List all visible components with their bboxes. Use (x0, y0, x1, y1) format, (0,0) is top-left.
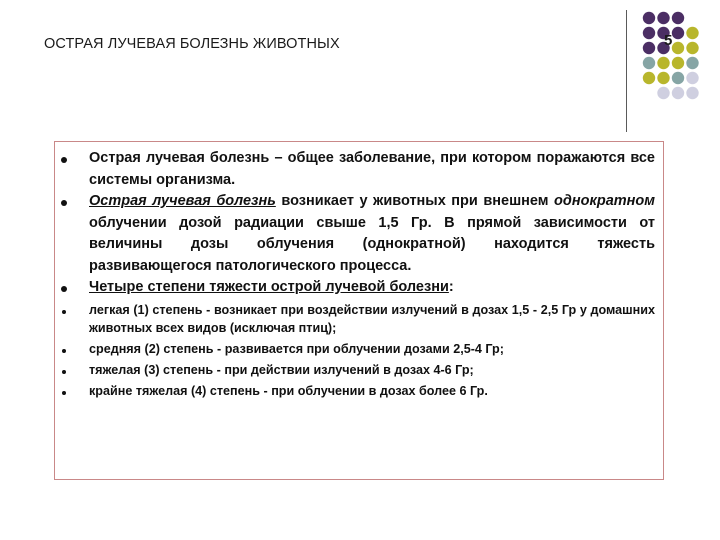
decorative-dot (672, 57, 684, 69)
degree-3-text: тяжелая (3) степень - при действии излучений в дозах 4-6 Гр; (89, 363, 474, 377)
content-box (54, 141, 664, 480)
definition-text: Острая лучевая болезнь – общее заболевание, при котором поражаются все системы организма. (89, 150, 655, 188)
decorative-dot (643, 27, 655, 39)
decorative-dot (686, 87, 698, 99)
decorative-dot (643, 72, 655, 84)
degrees-heading: Четыре степени тяжести острой лучевой болезни: (89, 279, 454, 295)
bullet-icon (61, 157, 67, 163)
decorative-dot (686, 42, 698, 54)
degree-2-text: средняя (2) степень - развивается при облучении дозами 2,5-4 Гр; (89, 342, 504, 356)
decorative-dot (672, 12, 684, 24)
bullet-icon (61, 200, 67, 206)
decorative-dot (643, 12, 655, 24)
degree-1-text: легкая (1) степень - возникает при воздействии излучений в дозах 1,5 - 2,5 Гр у домашних животных всех видов (исключая птиц); (89, 303, 655, 335)
decorative-dot (672, 27, 684, 39)
bullet-icon (62, 310, 66, 314)
decorative-dot (657, 87, 669, 99)
decorative-dot (657, 57, 669, 69)
decorative-dot (686, 27, 698, 39)
bullet-icon (61, 286, 67, 292)
bullet-icon (62, 349, 66, 353)
bullet-icon (62, 391, 66, 395)
cause-text: Острая лучевая болезнь возникает у животных при внешнем однократном облучении дозой радиации свыше 1,5 Гр. В прямой зависимости от величины дозы облучения (однократной) находится тяжесть развивающегося патологического процесса. (89, 193, 655, 274)
decorative-dot (657, 72, 669, 84)
decorative-dot (672, 42, 684, 54)
page-number: 5 (664, 32, 673, 49)
decorative-dot (643, 42, 655, 54)
title-divider (626, 10, 627, 132)
decorative-dot (686, 72, 698, 84)
bullet-icon (62, 370, 66, 374)
decorative-dot (672, 72, 684, 84)
decorative-dot (643, 57, 655, 69)
slide-title: ОСТРАЯ ЛУЧЕВАЯ БОЛЕЗНЬ ЖИВОТНЫХ (44, 36, 340, 52)
decorative-dot (672, 87, 684, 99)
decorative-dot-grid (640, 10, 720, 120)
decorative-dot (657, 12, 669, 24)
decorative-dot (686, 57, 698, 69)
degree-4-text: крайне тяжелая (4) степень - при облучении в дозах более 6 Гр. (89, 384, 488, 398)
